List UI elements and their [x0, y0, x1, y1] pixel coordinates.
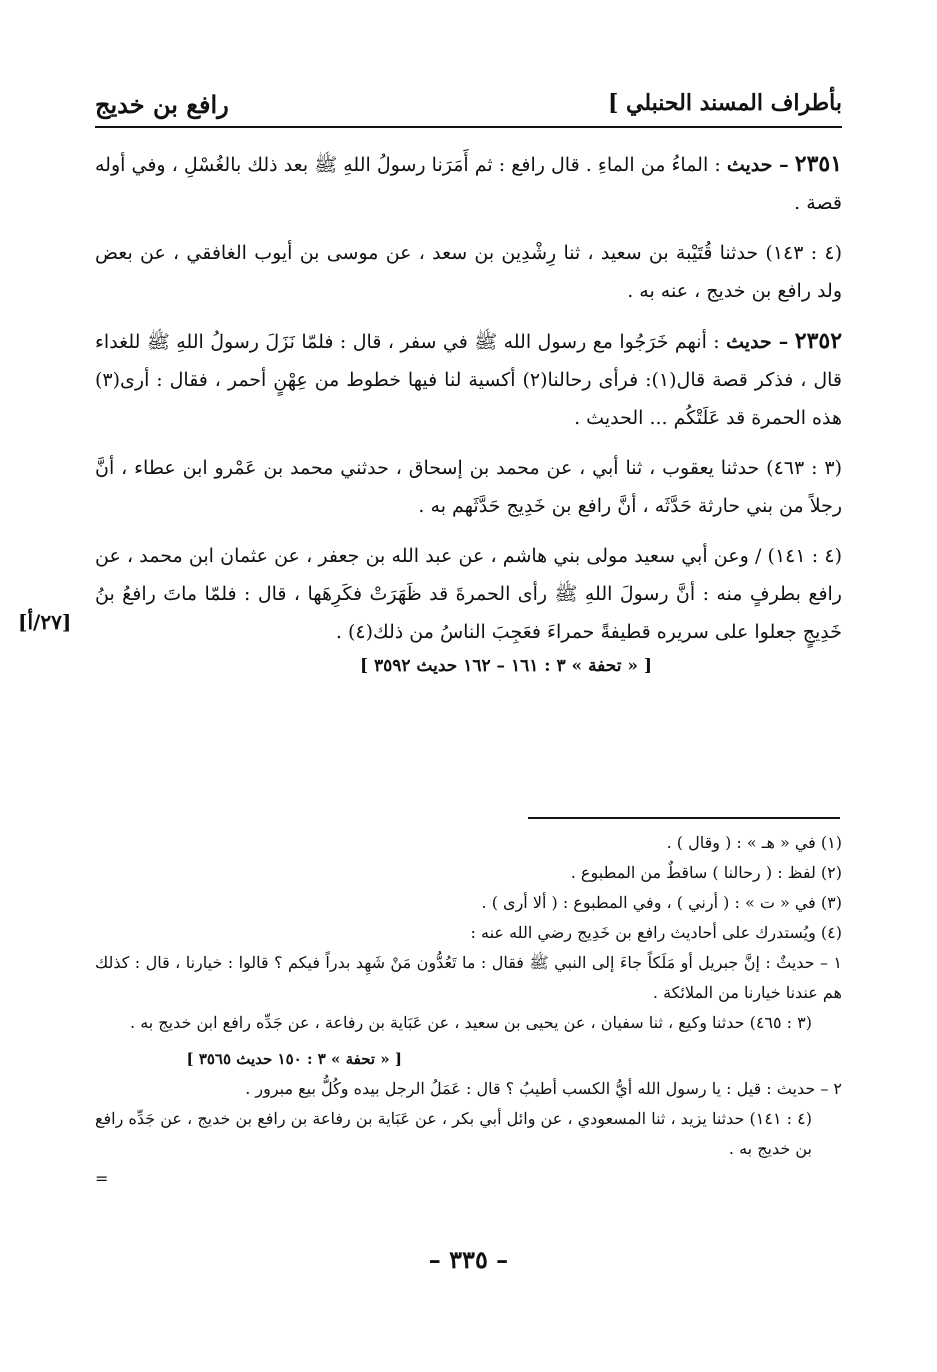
footnote-1: (١) في « هـ » : ( وقال ) . — [666, 833, 842, 852]
manuscript-folio-note: [٢٧/أ] — [18, 610, 72, 634]
footnote-4: (٤) ويُستدرك على أحاديث رافع بن خَدِيج رضي الله عنه : — [470, 923, 842, 942]
footnote-4-item-1: ١ – حديثٌ : إنَّ جبريل أو مَلَكاً جاءَ إلى النبي ﷺ فقال : ما تَعُدُّون مَنْ شَهِد بدراً فيكم ؟ قالوا : خيارنا ، قال : كذلك هم عندنا خيارنا من الملائكة . — [95, 953, 842, 1002]
footnote-4-item-2: ٢ – حديث : قيل : يا رسول الله أيُّ الكسب أطيبُ ؟ قال : عَمَلُ الرجل بيده وكُلُّ بيع مبرور . — [245, 1079, 842, 1098]
footnote-4-item-2-isnad: (٤ : ١٤١) حدثنا يزيد ، ثنا المسعودي ، عن وائل أبي بكر ، عن عَبَاية بن رفاعة بن رافع بن خديج ، عن جَدِّه رافع بن خديج به . — [95, 1109, 813, 1158]
hadith-number: ٢٣٥١ — [794, 151, 843, 177]
running-header — [95, 90, 842, 128]
hadith-2352-isnad-1: (٣ : ٤٦٣) حدثنا يعقوب ، ثنا أبي ، عن محمد بن إسحاق ، حدثني محمد بن عَمْرو ابن عطاء ، أنَّ رجلاً من بني حارثة حَدَّثَه ، أنَّ رافع بن خَدِيج حَدَّثَهم به . — [95, 457, 843, 517]
main-text — [95, 145, 842, 681]
hadith-keyword: – حديث — [726, 331, 789, 353]
hadith-2351-isnad: (٤ : ١٤٣) حدثنا قُتَيْبة بن سعيد ، ثنا رِشْدِين بن سعد ، عن موسى بن أيوب الغافقي ، عن بعض ولد رافع بن خديج ، عنه به . — [95, 242, 842, 302]
continuation-mark: = — [95, 1169, 109, 1188]
footnote-tuhfa-reference: [ « تحفة » ٣ : ١٥٠ حديث ٣٥٦٥ ] — [186, 1050, 402, 1068]
footnote-separator — [528, 817, 840, 819]
footnotes — [95, 828, 842, 1194]
page-number: – ٣٣٥ – — [428, 1245, 509, 1274]
hadith-text: : الماءُ من الماءِ . قال رافع : ثم أَمَرَنا رسولُ اللهِ ﷺ بعد ذلك بالغُسْلِ ، وفي أوله قصة . — [95, 154, 842, 214]
hadith-keyword: – حديث — [726, 154, 789, 176]
hadith-2351 — [95, 145, 842, 222]
footnote-2: (٢) لفظ : ( رحالنا ) ساقطٌ من المطبوع . — [570, 863, 842, 882]
tuhfa-reference: [ « تحفة » ٣ : ١٦١ – ١٦٢ حديث ٣٥٩٢ ] — [359, 656, 652, 676]
footnote-4-item-1-isnad: (٣ : ٤٦٥) حدثنا وكيع ، ثنا سفيان ، عن يحيى بن سعيد ، عن عَبَاية بن رفاعة ، عن جَدِّه رافع ابن خديج به . — [130, 1013, 812, 1032]
hadith-2352-isnad-2: (٤ : ١٤١) / وعن أبي سعيد مولى بني هاشم ، عن عبد الله بن جعفر ، عن عثمان ابن محمد ، عن رافع بطرفٍ منه : أنَّ رسولَ اللهِ ﷺ رأى الحمرةَ قد ظَهَرَتْ فكَرِهَها ، قال : فلمّا ماتَ رافعُ بنُ خَدِيجٍ جعلوا على سريره قطيفةً حمراءَ فعَجِبَ الناسُ من ذلك(٤) . — [95, 545, 842, 643]
hadith-number: ٢٣٥٢ — [794, 328, 843, 354]
header-chapter-title: رافع بن خديج — [95, 90, 229, 119]
header-book-title: بأطراف المسند الحنبلي ] — [607, 90, 842, 116]
hadith-2352 — [95, 322, 842, 437]
hadith-text: : أنهم خَرَجُوا مع رسول الله ﷺ في سفر ، قال : فلمّا نَزَلَ رسولُ اللهِ ﷺ للغداء قال ، فذكر قصة قال(١): فرأى رحالنا(٢) أكسية لنا فيها خطوط من عِهْنٍ أحمر ، فقال : أرى(٣) هذه الحمرة قد عَلَتْكُم ... الحديث . — [95, 331, 843, 429]
footnote-3: (٣) في « ت » : ( أرني ) ، وفي المطبوع : ( ألا أرى ) . — [481, 893, 842, 912]
